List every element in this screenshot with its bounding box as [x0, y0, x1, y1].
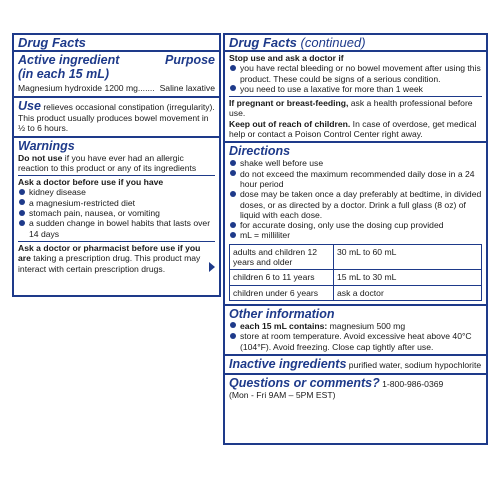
bullet-icon — [19, 189, 25, 195]
list-item-text: mL = milliliter — [240, 230, 291, 241]
stop-use-divider — [229, 96, 482, 97]
list-item-text: you have rectal bleeding or no bowel movement after using this product. These could be signs of a serious condition. — [240, 63, 481, 84]
directions-list — [229, 158, 482, 240]
keep-out-label: Keep out of reach of children. — [229, 118, 351, 129]
stop-use-section — [225, 52, 486, 143]
active-ingredient-heading: Active ingredient — [18, 53, 120, 67]
list-item — [229, 169, 482, 190]
ask-doctor-list — [18, 187, 215, 238]
keep-out-text: In case of overdose, get medical help or contact a Poison Control Center right away. — [229, 118, 477, 140]
stop-use-list — [229, 63, 482, 94]
questions-hours: (Mon - Fri 9AM – 5PM EST) — [229, 389, 336, 400]
dose-amount-cell: 30 mL to 60 mL — [334, 244, 482, 270]
do-not-use-text: if you have ever had an allergic reaction to this product or any of its ingredients — [18, 152, 197, 173]
bullet-icon — [230, 232, 236, 238]
inactive-ingredients-section — [225, 356, 486, 375]
dose-table — [229, 244, 482, 301]
directions-heading: Directions — [229, 144, 291, 159]
list-item-text: a magnesium-restricted diet — [29, 197, 136, 208]
ingredient-purpose: Saline laxative — [159, 83, 215, 93]
inactive-heading: Inactive ingredients — [229, 356, 347, 371]
dose-age-cell: children under 6 years — [230, 285, 334, 300]
dose-amount-cell: 15 mL to 30 mL — [334, 270, 482, 285]
bullet-icon — [19, 220, 25, 226]
drug-facts-panel-left — [12, 33, 221, 297]
do-not-use-label: Do not use — [18, 152, 63, 163]
table-row — [230, 270, 482, 285]
pregnant-text: ask a health professional before use. — [229, 98, 473, 119]
drug-facts-header — [14, 35, 219, 52]
active-heading-row — [18, 53, 215, 67]
inactive-text: purified water, sodium hypochlorite — [346, 359, 482, 370]
use-section — [14, 98, 219, 138]
active-ingredient-section — [14, 52, 219, 98]
list-item — [229, 331, 482, 352]
warnings-divider-1 — [18, 175, 215, 176]
list-item-text: store at room temperature. Avoid excessive heat above 40°C (104°F). Avoid freezing. Close cap tightly after use. — [240, 331, 472, 352]
bullet-icon — [230, 160, 236, 166]
purpose-heading: Purpose — [164, 53, 215, 67]
list-item — [18, 198, 215, 208]
list-item — [229, 230, 482, 240]
list-item-text: shake well before use — [240, 158, 324, 169]
ingredient-row — [18, 83, 215, 94]
dose-amount-cell: ask a doctor — [334, 285, 482, 300]
use-text: relieves occasional constipation (irregularity). This product usually produces bowel movement in ½ to 6 hours. — [18, 102, 215, 134]
ingredient-left — [18, 83, 155, 94]
ask-pharmacist-text: taking a prescription drug. This product may interact with certain prescription drugs. — [18, 253, 201, 274]
list-item — [18, 187, 215, 197]
drug-facts-title: Drug Facts — [18, 35, 86, 50]
other-info-label: each 15 mL contains: — [240, 320, 328, 331]
do-not-use-block — [18, 153, 215, 174]
list-item — [229, 220, 482, 230]
other-info-list — [229, 321, 482, 352]
bullet-icon — [19, 199, 25, 205]
bullet-icon — [19, 210, 25, 216]
table-row — [230, 244, 482, 270]
list-item — [18, 218, 215, 239]
bullet-icon — [230, 65, 236, 71]
use-heading: Use — [18, 99, 41, 113]
use-text-block — [18, 99, 215, 134]
ingredient-name: Magnesium hydroxide 1200 mg — [18, 83, 138, 93]
list-item-text: you need to use a laxative for more than 1 week — [240, 83, 423, 94]
list-item-text: a sudden change in bowel habits that lasts over 14 days — [29, 218, 211, 239]
pregnant-block — [229, 98, 482, 119]
table-row — [230, 285, 482, 300]
stop-use-label: Stop use and ask a doctor if — [229, 53, 344, 63]
continued-arrow-icon — [209, 262, 215, 272]
inactive-block — [229, 357, 482, 371]
bullet-icon — [230, 85, 236, 91]
other-info-text: magnesium 500 mg — [327, 320, 406, 331]
right-title: Drug Facts — [229, 35, 297, 50]
active-ingredient-subheading: (in each 15 mL) — [18, 67, 109, 81]
directions-section — [225, 143, 486, 306]
list-item — [229, 158, 482, 168]
bullet-icon — [230, 191, 236, 197]
drug-facts-continued-title — [229, 35, 482, 50]
list-item-text: kidney disease — [29, 187, 86, 198]
ask-pharmacist-block — [18, 243, 215, 274]
list-item — [229, 63, 482, 84]
dose-age-cell: children 6 to 11 years — [230, 270, 334, 285]
list-item-text: do not exceed the maximum recommended daily dose in a 24 hour period — [240, 168, 475, 189]
list-item — [18, 208, 215, 218]
questions-phone: 1-800-986-0369 — [379, 378, 444, 389]
list-item — [229, 84, 482, 94]
right-title-suffix: (continued) — [296, 35, 366, 50]
pregnant-label: If pregnant or breast-feeding, — [229, 98, 349, 109]
other-information-section — [225, 306, 486, 356]
warnings-divider-2 — [18, 241, 215, 242]
drug-facts-continued-header — [225, 35, 486, 52]
list-item-text: for accurate dosing, only use the dosing cup provided — [240, 220, 444, 231]
other-info-heading: Other information — [229, 306, 335, 321]
ask-pharmacist-label: Ask a doctor or pharmacist before use if you are — [18, 242, 201, 264]
warnings-section — [14, 138, 219, 278]
bullet-icon — [230, 322, 236, 328]
questions-block — [229, 376, 482, 390]
drug-facts-panel-right — [223, 33, 488, 445]
list-item — [229, 321, 482, 331]
keep-out-block — [229, 119, 482, 140]
bullet-icon — [230, 333, 236, 339]
list-item-text: dose may be taken once a day preferably at bedtime, in divided doses, or as directed by a doctor. Drink a full glass (8 oz) of liquid with each dose. — [240, 189, 482, 220]
questions-heading: Questions or comments? — [229, 375, 380, 390]
list-item — [229, 189, 482, 220]
bullet-icon — [230, 222, 236, 228]
questions-section — [225, 375, 486, 402]
ask-doctor-label: Ask a doctor before use if you have — [18, 177, 164, 188]
list-item-text: stomach pain, nausea, or vomiting — [29, 208, 160, 219]
warnings-heading: Warnings — [18, 138, 75, 153]
ingredient-dots: ....... — [137, 83, 155, 93]
dose-age-cell: adults and children 12 years and older — [230, 244, 334, 270]
bullet-icon — [230, 170, 236, 176]
